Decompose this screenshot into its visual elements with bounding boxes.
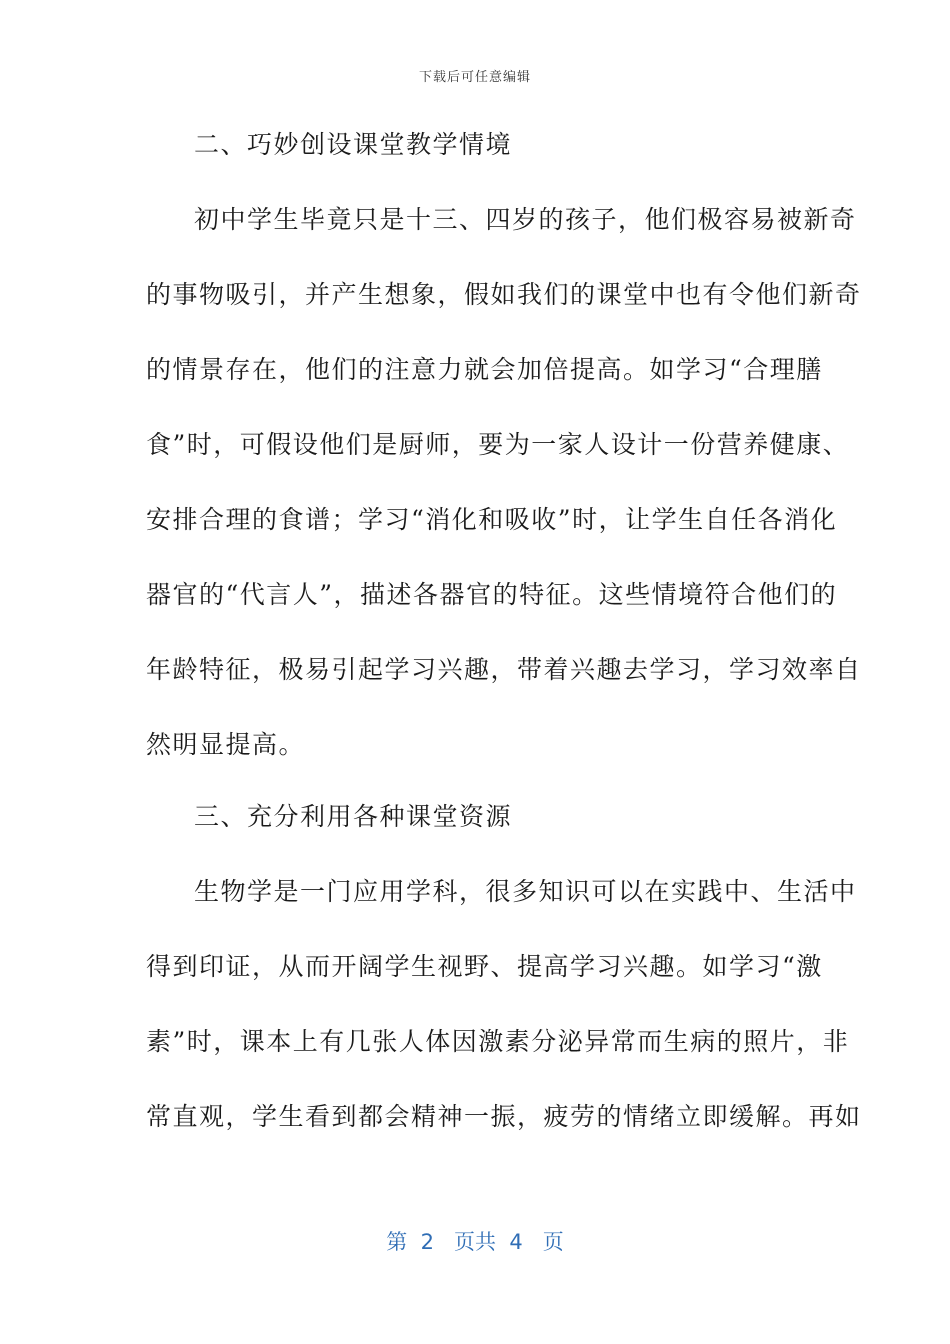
- paragraph-line: 的情景存在，他们的注意力就会加倍提高。如学习“合理膳: [146, 355, 823, 384]
- section-heading: 二、巧妙创设课堂教学情境: [194, 130, 513, 159]
- paragraph-line: 的事物吸引，并产生想象，假如我们的课堂中也有令他们新奇: [146, 280, 862, 309]
- paragraph-line: 年龄特征，极易引起学习兴趣，带着兴趣去学习，学习效率自: [146, 655, 862, 684]
- page-number-footer: 第 2 页共 4 页: [386, 1230, 564, 1254]
- paragraph-line: 生物学是一门应用学科，很多知识可以在实践中、生活中: [194, 877, 857, 906]
- paragraph-line: 素”时，课本上有几张人体因激素分泌异常而生病的照片，非: [146, 1027, 850, 1056]
- paragraph-line: 食”时，可假设他们是厨师，要为一家人设计一份营养健康、: [146, 430, 850, 459]
- paragraph-line: 常直观，学生看到都会精神一振，疲劳的情绪立即缓解。再如: [146, 1102, 862, 1131]
- paragraph-line: 安排合理的食谱；学习“消化和吸收”时，让学生自任各消化: [146, 505, 838, 534]
- paragraph-line: 器官的“代言人”，描述各器官的特征。这些情境符合他们的: [146, 580, 838, 609]
- section-heading: 三、充分利用各种课堂资源: [194, 802, 513, 831]
- page-header: 下载后可任意编辑: [418, 70, 531, 85]
- paragraph-line: 然明显提高。: [146, 730, 306, 759]
- paragraph-line: 初中学生毕竟只是十三、四岁的孩子，他们极容易被新奇: [194, 205, 857, 234]
- paragraph-line: 得到印证，从而开阔学生视野、提高学习兴趣。如学习“激: [146, 952, 823, 981]
